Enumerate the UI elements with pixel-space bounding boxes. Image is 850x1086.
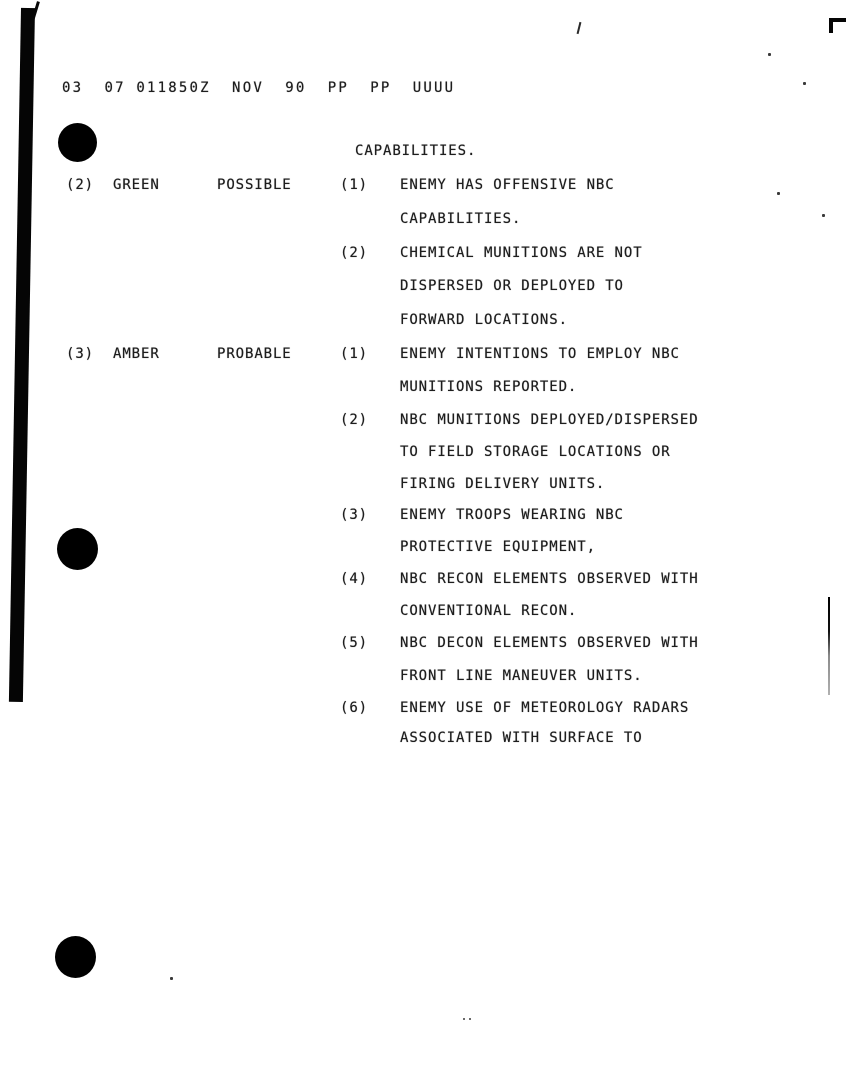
- table-line: [0, 476, 850, 493]
- row-index: (3): [66, 346, 94, 362]
- scan-speck: [463, 1018, 465, 1020]
- corner-crop-mark: [829, 18, 846, 33]
- item-number: (2): [340, 245, 368, 261]
- table-line: [0, 177, 850, 194]
- item-text: CAPABILITIES.: [400, 211, 522, 227]
- item-text: DISPERSED OR DEPLOYED TO: [400, 278, 624, 294]
- hole-punch-mark-bottom: [55, 936, 96, 978]
- item-text: ENEMY USE OF METEOROLOGY RADARS: [400, 700, 690, 716]
- table-line: [0, 444, 850, 461]
- item-text: FIRING DELIVERY UNITS.: [400, 476, 606, 492]
- item-number: (1): [340, 177, 368, 193]
- table-line: [0, 412, 850, 429]
- table-line: [0, 668, 850, 685]
- message-header-line: 03 07 011850Z NOV 90 PP PP UUUU: [62, 80, 456, 96]
- alert-color: AMBER: [113, 346, 160, 362]
- item-text: NBC RECON ELEMENTS OBSERVED WITH: [400, 571, 699, 587]
- item-text: CONVENTIONAL RECON.: [400, 603, 578, 619]
- item-number: (3): [340, 507, 368, 523]
- alert-color: GREEN: [113, 177, 160, 193]
- row-index: (2): [66, 177, 94, 193]
- table-line: [0, 603, 850, 620]
- item-text: ASSOCIATED WITH SURFACE TO: [400, 730, 643, 746]
- likelihood: POSSIBLE: [217, 177, 292, 193]
- scan-speck: [170, 977, 173, 980]
- table-line: [0, 700, 850, 717]
- table-line: [0, 730, 850, 747]
- item-text: FRONT LINE MANEUVER UNITS.: [400, 668, 643, 684]
- table-line: [0, 346, 850, 363]
- table-line: [0, 278, 850, 295]
- item-text: NBC MUNITIONS DEPLOYED/DISPERSED: [400, 412, 699, 428]
- table-line: [0, 143, 850, 160]
- item-number: (6): [340, 700, 368, 716]
- table-line: [0, 507, 850, 524]
- item-text: TO FIELD STORAGE LOCATIONS OR: [400, 444, 671, 460]
- item-number: (5): [340, 635, 368, 651]
- item-text: MUNITIONS REPORTED.: [400, 379, 578, 395]
- item-text: FORWARD LOCATIONS.: [400, 312, 568, 328]
- pen-tick-mark: [577, 22, 582, 34]
- likelihood: PROBABLE: [217, 346, 292, 362]
- scan-speck: [469, 1018, 471, 1020]
- scan-speck: [768, 53, 771, 56]
- table-line: [0, 211, 850, 228]
- item-text: CAPABILITIES.: [355, 143, 477, 159]
- item-text: PROTECTIVE EQUIPMENT,: [400, 539, 596, 555]
- table-line: [0, 245, 850, 262]
- item-text: ENEMY HAS OFFENSIVE NBC: [400, 177, 615, 193]
- item-number: (2): [340, 412, 368, 428]
- table-line: [0, 539, 850, 556]
- item-text: CHEMICAL MUNITIONS ARE NOT: [400, 245, 643, 261]
- item-text: ENEMY TROOPS WEARING NBC: [400, 507, 624, 523]
- table-line: [0, 312, 850, 329]
- table-line: [0, 571, 850, 588]
- scan-speck: [803, 82, 806, 85]
- item-text: ENEMY INTENTIONS TO EMPLOY NBC: [400, 346, 680, 362]
- table-line: [0, 379, 850, 396]
- item-number: (1): [340, 346, 368, 362]
- table-line: [0, 635, 850, 652]
- item-text: NBC DECON ELEMENTS OBSERVED WITH: [400, 635, 699, 651]
- item-number: (4): [340, 571, 368, 587]
